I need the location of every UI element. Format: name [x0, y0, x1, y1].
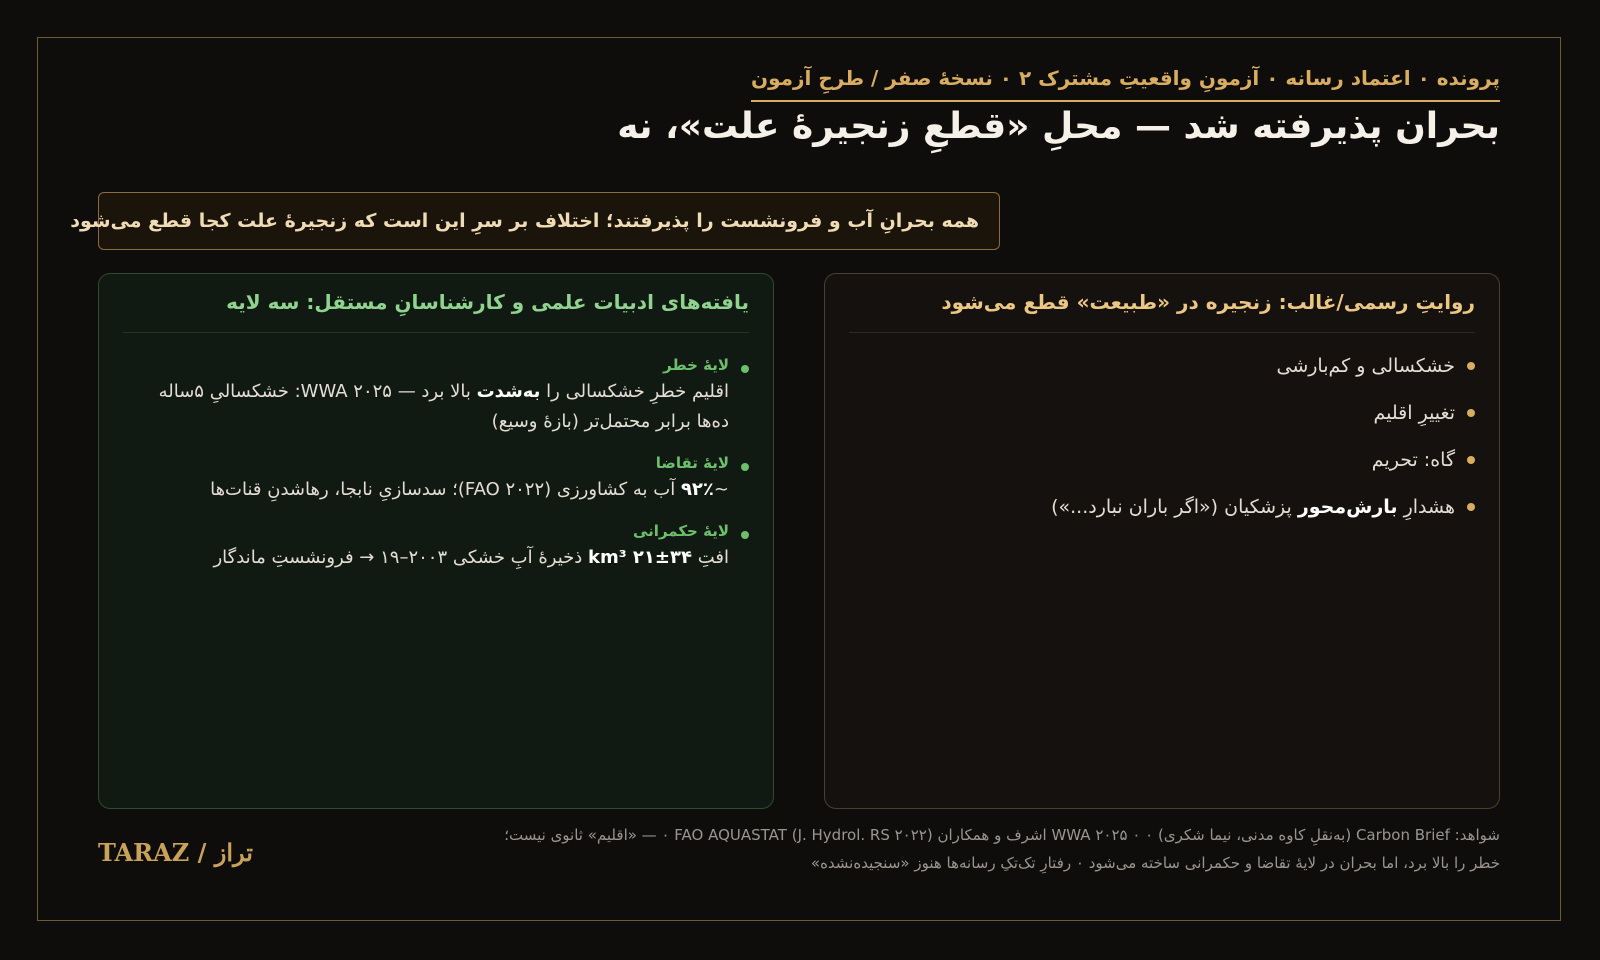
- breadcrumb: پرونده ۰ اعتماد رسانه ۰ آزمونِ واقعیتِ مشترک ۲ ۰ نسخهٔ صفر / طرحِ آزمون: [751, 66, 1500, 102]
- list-item-text: [1051, 496, 1455, 518]
- list-item-text: تغییرِ اقلیم: [1373, 402, 1455, 424]
- bullet-icon: [741, 365, 749, 373]
- layer-text: [123, 377, 729, 437]
- text-prefix: اقلیم خطرِ خشکسالی را: [540, 381, 729, 402]
- text-prefix: هشدارِ: [1397, 496, 1455, 518]
- text-prefix: افتِ: [691, 547, 729, 568]
- content-frame: [37, 37, 1561, 921]
- bullet-icon: [1467, 503, 1475, 511]
- bullet-icon: [741, 463, 749, 471]
- layer-name: لایهٔ تقاضا: [655, 454, 729, 472]
- layer-text: [210, 475, 729, 505]
- list-item-text: خشکسالی و کم‌بارشی: [1276, 355, 1455, 377]
- brand-logo: TARAZ / تراز: [98, 838, 253, 867]
- page-header: [617, 66, 1500, 147]
- list-item: [849, 402, 1475, 424]
- text-suffix: بالا برد — WWA ۲۰۲۵: خشکسالیِ ۵ساله ده‌ها برابر محتمل‌تر (بازهٔ وسیع): [158, 381, 729, 432]
- bullet-icon: [1467, 362, 1475, 370]
- layer-item-governance: [123, 519, 749, 573]
- list-item: [849, 355, 1475, 377]
- sources-line-2: خطر را بالا برد، اما بحران در لایهٔ تقاضا و حکمرانی ساخته می‌شود ۰ رفتارِ تک‌تکِ رسانه‌ها هنوز «سنجیده‌نشده»: [810, 854, 1500, 872]
- official-narrative-panel: [824, 273, 1500, 809]
- text-suffix: پزشکیان («اگر باران نبارد...»): [1051, 496, 1298, 518]
- text-suffix: آب به کشاورزی (FAO ۲۰۲۲)؛ سدسازیِ نابجا، رهاشدنِ قنات‌ها: [210, 479, 681, 500]
- bullet-icon: [741, 531, 749, 539]
- layer-content: [123, 353, 729, 437]
- list-item-text: گاه: تحریم: [1371, 449, 1455, 471]
- layer-list: [123, 333, 749, 573]
- layer-name: لایهٔ خطر: [663, 356, 729, 374]
- emphasis: به‌شدت: [476, 381, 541, 402]
- layer-item-risk: [123, 353, 749, 437]
- text-prefix: ~: [713, 479, 729, 500]
- list-item: [849, 449, 1475, 471]
- bullet-icon: [1467, 409, 1475, 417]
- text-suffix: ذخیرهٔ آبِ خشکی ۲۰۰۳–۱۹ → فرونشستِ ماندگار: [213, 547, 589, 568]
- official-panel-title: روایتِ رسمی/غالب: زنجیره در «طبیعت» قطع می‌شود: [849, 290, 1475, 333]
- sources-line-1: شواهد: Carbon Brief (به‌نقلِ کاوه مدنی، نیما شکری) ۰ WWA ۲۰۲۵ ۰ اشرف و همکاران (J. Hydrol. RS ۲۰۲۲) ۰ FAO AQUASTAT — «اقلیم» ثانوی نیست؛: [504, 826, 1500, 844]
- science-panel-title: یافته‌های ادبیات علمی و کارشناسانِ مستقل: سه لایه: [123, 290, 749, 333]
- emphasis: ۹۲٪: [680, 479, 714, 500]
- emphasis: ۳۴±۲۱ km³: [588, 547, 692, 568]
- emphasis: بارش‌محور: [1297, 496, 1398, 518]
- layer-content: [213, 519, 729, 573]
- list-item: [849, 496, 1475, 518]
- layer-content: [210, 451, 729, 505]
- summary-callout: [70, 192, 1000, 250]
- page-title: بحران پذیرفته شد — محلِ «قطعِ زنجیرهٔ علت»، نه: [617, 106, 1500, 147]
- official-cause-list: [849, 333, 1475, 518]
- summary-callout-text: همه بحرانِ آب و فرونشست را پذیرفتند؛ اختلاف بر سرِ این است که زنجیرهٔ علت کجا قطع می‌شود: [70, 210, 979, 232]
- layer-item-demand: [123, 451, 749, 505]
- bullet-icon: [1467, 456, 1475, 464]
- layer-name: لایهٔ حکمرانی: [633, 522, 729, 540]
- layer-text: [213, 543, 729, 573]
- sources-note: [440, 821, 1500, 877]
- science-findings-panel: [98, 273, 774, 809]
